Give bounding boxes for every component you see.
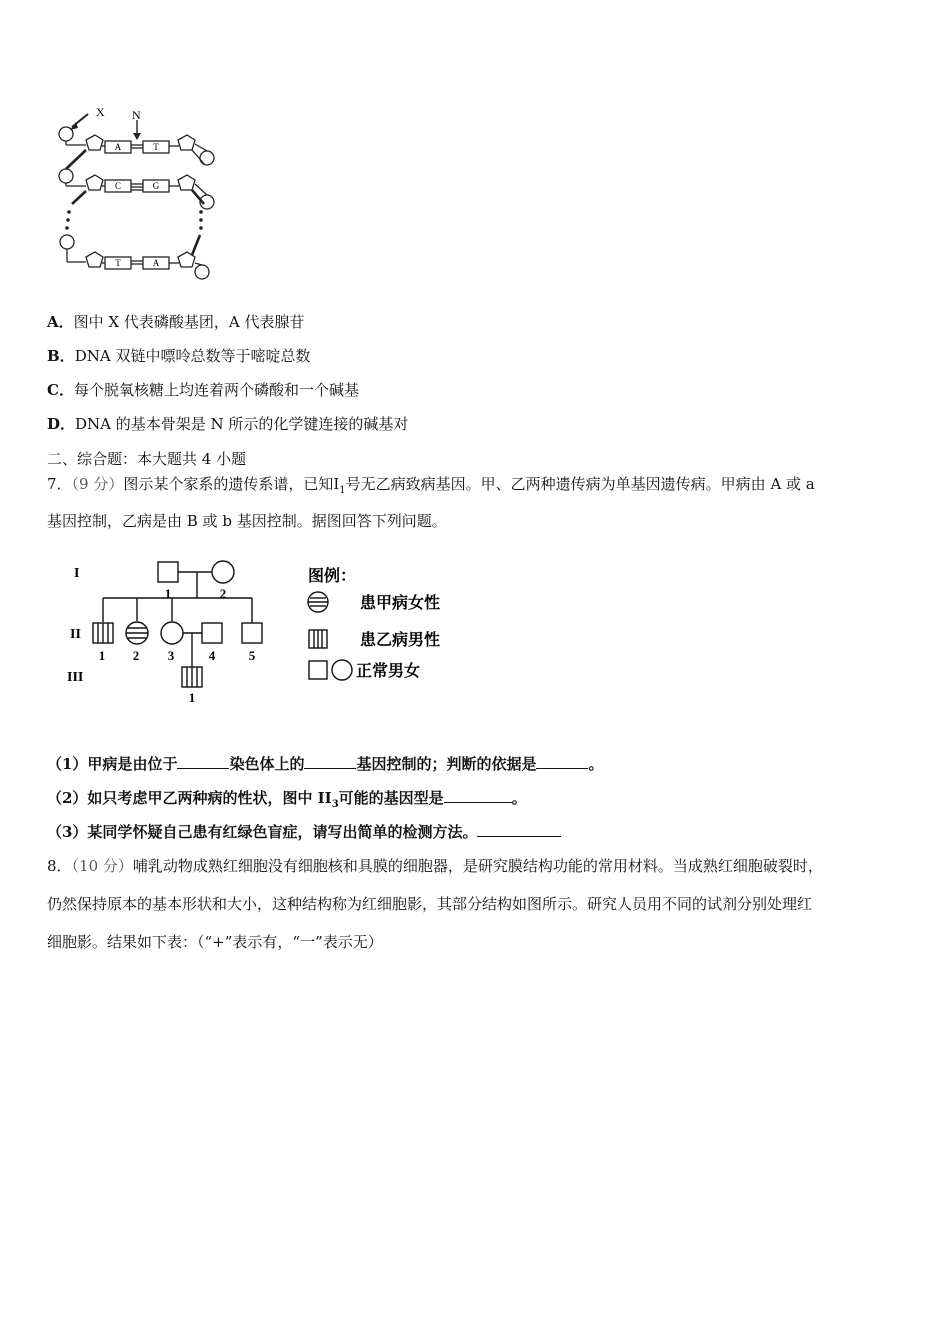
gen-label: I [74, 566, 80, 581]
option-b: B．DNA 双链中嘌呤总数等于嘧啶总数 [47, 347, 311, 365]
legend-title: 图例： [308, 568, 357, 585]
q8-line-2: 仍然保持原本的基本形状和大小，这种结构称为红细胞影，其部分结构如图所示。研究人员用不同的试剂分别处理红 [47, 895, 813, 913]
legend-item: 患甲病女性 [360, 595, 441, 612]
section-heading: 二、综合题：本大题共 4 小题 [47, 450, 247, 468]
q7-line-1: 7．（9 分）图示某个家系的遗传系谱，已知$Ⅰ_1$号无乙病致病基因。甲、乙两种遗传病为单基因遗传病。甲病由 A 或 a [47, 475, 815, 496]
label-n: N [132, 108, 141, 122]
gen-label: II [70, 627, 81, 642]
label-x: X [96, 105, 105, 119]
q7-line-2: 基因控制，乙病是由 B 或 b 基因控制。据图回答下列问题。 [47, 512, 447, 530]
legend-item: 患乙病男性 [360, 632, 441, 649]
q7-sub-1: （1）甲病是由位于 染色体上的 基因控制的；判断的依据是 。 [47, 755, 604, 773]
member-number: 2 [132, 648, 140, 663]
member-number: 5 [248, 648, 256, 663]
dna-structure-figure [50, 100, 225, 292]
member-number: 3 [167, 648, 175, 663]
option-a: A．图中 X 代表磷酸基团，A 代表腺苷 [47, 313, 305, 331]
pedigree-chart [60, 550, 480, 710]
option-c: C．每个脱氧核糖上均连着两个磷酸和一个碱基 [47, 381, 359, 399]
option-d: D．DNA 的基本骨架是 N 所示的化学键连接的碱基对 [47, 415, 409, 433]
member-number: 4 [208, 648, 216, 663]
base-label: C [114, 181, 122, 191]
base-label: T [115, 258, 121, 268]
member-number: 1 [98, 648, 106, 663]
base-label: G [152, 181, 160, 191]
q7-sub-2: （2）如只考虑甲乙两种病的性状，图中 $II_3$可能的基因型是 。 [47, 789, 527, 810]
gen-label: III [67, 670, 84, 685]
member-number: 1 [164, 586, 172, 601]
member-number: 2 [219, 586, 227, 601]
base-label: A [114, 142, 122, 152]
base-label: A [152, 258, 160, 268]
legend-item: 正常男女 [356, 663, 421, 680]
member-number: 1 [188, 690, 196, 705]
base-label: T [153, 142, 159, 152]
q8-line-3: 细胞影。结果如下表：（“+”表示有，“一”表示无） [47, 933, 383, 951]
q8-line-1: 8．（10 分）哺乳动物成熟红细胞没有细胞核和具膜的细胞器，是研究膜结构功能的常用材料。当成熟红细胞破裂时， [47, 857, 823, 875]
q7-sub-3: （3）某同学怀疑自己患有红绿色盲症，请写出简单的检测方法。 [47, 821, 561, 842]
